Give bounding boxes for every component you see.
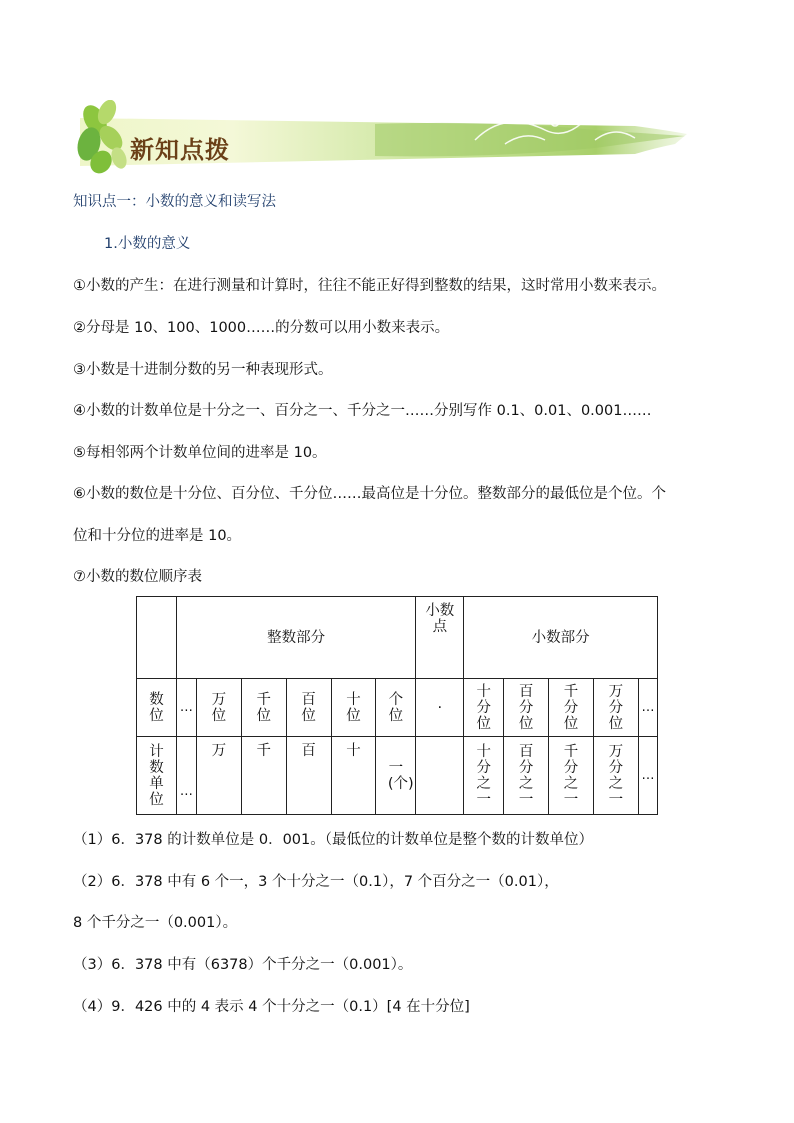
decimal-point-header: 小数点 [416, 597, 464, 679]
example-1: （1）6．378 的计数单位是 0．001。（最低位的计数单位是整个数的计数单位） [73, 832, 593, 848]
integer-part-header: 整数部分 [176, 597, 415, 679]
cell: 一(个) [376, 737, 416, 815]
table-row-unit [137, 737, 658, 815]
item-5: ⑤每相邻两个计数单位间的进率是 10。 [73, 445, 327, 461]
cell: 万 [196, 737, 241, 815]
cell: 百位 [286, 679, 331, 737]
item-1: ①小数的产生：在进行测量和计算时，往往不能正好得到整数的结果，这时常用小数来表示。 [73, 278, 666, 294]
cell: 万位 [196, 679, 241, 737]
row-header-unit: 计数单位 [137, 737, 177, 815]
example-2-cont: 8 个千分之一（0.001）。 [73, 915, 238, 931]
example-3: （3）6．378 中有（6378）个千分之一（0.001）。 [73, 957, 413, 973]
cell: … [638, 679, 657, 737]
cell: 个位 [376, 679, 416, 737]
cell: 十分位 [464, 679, 504, 737]
table-row-place [137, 679, 658, 737]
cell: 百 [286, 737, 331, 815]
sub-heading: 1.小数的意义 [104, 236, 191, 252]
digit-order-table [136, 596, 658, 815]
section-heading: 知识点一：小数的意义和读写法 [73, 194, 276, 210]
cell: … [638, 737, 657, 815]
section-banner [75, 100, 687, 178]
cell: 万分位 [593, 679, 638, 737]
cell: 千位 [241, 679, 286, 737]
item-4: ④小数的计数单位是十分之一、百分之一、千分之一……分别写作 0.1、0.01、0.001…… [73, 403, 652, 419]
example-4: （4）9．426 中的 4 表示 4 个十分之一（0.1）[4 在十分位] [73, 999, 470, 1015]
cell [416, 737, 464, 815]
cell: 十 [331, 737, 376, 815]
item-7: ⑦小数的数位顺序表 [73, 569, 202, 585]
row-header-place: 数位 [137, 679, 177, 737]
cell: 千 [241, 737, 286, 815]
table-header-row [137, 597, 658, 679]
cell: … [176, 679, 196, 737]
cell: 百分之一 [504, 737, 549, 815]
corner-cell [137, 597, 177, 679]
cell: 百分位 [504, 679, 549, 737]
item-6-cont: 位和十分位的进率是 10。 [73, 528, 242, 544]
item-3: ③小数是十进制分数的另一种表现形式。 [73, 362, 333, 378]
item-2: ②分母是 10、100、1000……的分数可以用小数来表示。 [73, 320, 450, 336]
cell: 十位 [331, 679, 376, 737]
item-6: ⑥小数的数位是十分位、百分位、千分位……最高位是十分位。整数部分的最低位是个位。个 [73, 486, 666, 502]
decimal-part-header: 小数部分 [464, 597, 658, 679]
cell: 千分位 [549, 679, 594, 737]
banner-title: 新知点拨 [130, 136, 230, 164]
example-2: （2）6．378 中有 6 个一，3 个十分之一（0.1），7 个百分之一（0.01）， [73, 874, 559, 890]
cell: 十分之一 [464, 737, 504, 815]
cell: 千分之一 [549, 737, 594, 815]
cell: 万分之一 [593, 737, 638, 815]
cell: … [176, 737, 196, 815]
cell: · [416, 679, 464, 737]
